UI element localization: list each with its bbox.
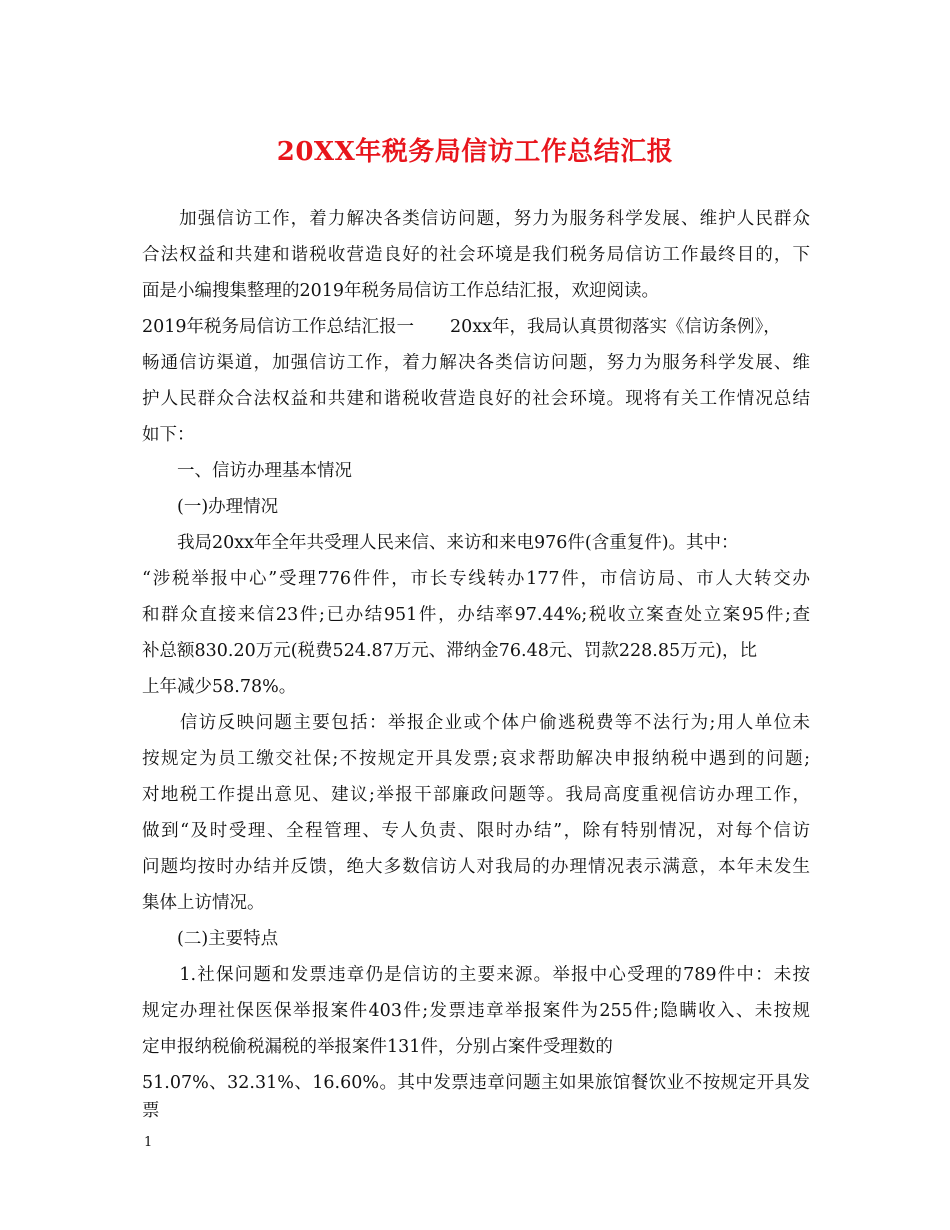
section-heading: 2019年税务局信访工作总结汇报一 [142, 317, 415, 337]
body-line: 和群众直接来信23件;已办结951件，办结率97.44%;税收立案查处立案95件;查 [142, 605, 810, 625]
page-number: 1 [144, 1135, 153, 1150]
page-title: 20XX年税务局信访工作总结汇报 [276, 137, 674, 167]
body-line: 补总额830.20万元(税费524.87万元、滞纳金76.48元、罚款228.85万元)，比 [142, 641, 757, 661]
body-line: 信访反映问题主要包括：举报企业或个体户偷逃税费等不法行为;用人单位未 [142, 713, 810, 733]
body-line: 问题均按时办结并反馈，绝大多数信访人对我局的办理情况表示满意，本年未发生 [142, 857, 810, 877]
body-text: 20xx年，我局认真贯彻落实《信访条例》， [450, 317, 781, 337]
body-line: 1.社保问题和发票违章仍是信访的主要来源。举报中心受理的789件中：未按 [142, 965, 810, 985]
body-line: 集体上访情况。 [142, 893, 265, 913]
body-line: 护人民群众合法权益和共建和谐税收营造良好的社会环境。现将有关工作情况总结 [142, 389, 810, 409]
body-line: “涉税举报中心”受理776件件，市长专线转办177件，市信访局、市人大转交办 [142, 569, 810, 589]
heading-line: (一)办理情况 [142, 497, 279, 517]
body-line: 做到“及时受理、全程管理、专人负责、限时办结”，除有特别情况，对每个信访 [142, 821, 810, 841]
body-line: 上年减少58.78%。 [142, 677, 297, 697]
body-line: 规定办理社保医保举报案件403件;发票违章举报案件为255件;隐瞒收入、未按规 [142, 1001, 810, 1021]
heading-line: 一、信访办理基本情况 [142, 461, 352, 481]
body-line: 合法权益和共建和谐税收营造良好的社会环境是我们税务局信访工作最终目的，下 [142, 245, 810, 265]
body-line: 51.07%、32.31%、16.60%。其中发票违章问题主如果旅馆餐饮业不按规定开具发票 [142, 1073, 810, 1121]
body-line: 面是小编搜集整理的2019年税务局信访工作总结汇报，欢迎阅读。 [142, 281, 660, 301]
body-line: 我局20xx年全年共受理人民来信、来访和来电976件(含重复件)。其中： [142, 533, 739, 553]
body-line: 加强信访工作，着力解决各类信访问题，努力为服务科学发展、维护人民群众 [142, 209, 810, 229]
body-line: 如下： [142, 425, 195, 445]
body-line: 对地税工作提出意见、建议;举报干部廉政问题等。我局高度重视信访办理工作， [142, 785, 810, 805]
body-line-composite [142, 313, 781, 341]
body-line: 定申报纳税偷税漏税的举报案件131件，分别占案件受理数的 [142, 1037, 613, 1057]
body-line: 按规定为员工缴交社保;不按规定开具发票;哀求帮助解决申报纳税中遇到的问题; [142, 749, 810, 769]
body-line: 畅通信访渠道，加强信访工作，着力解决各类信访问题，努力为服务科学发展、维 [142, 353, 810, 373]
heading-line: (二)主要特点 [142, 929, 279, 949]
